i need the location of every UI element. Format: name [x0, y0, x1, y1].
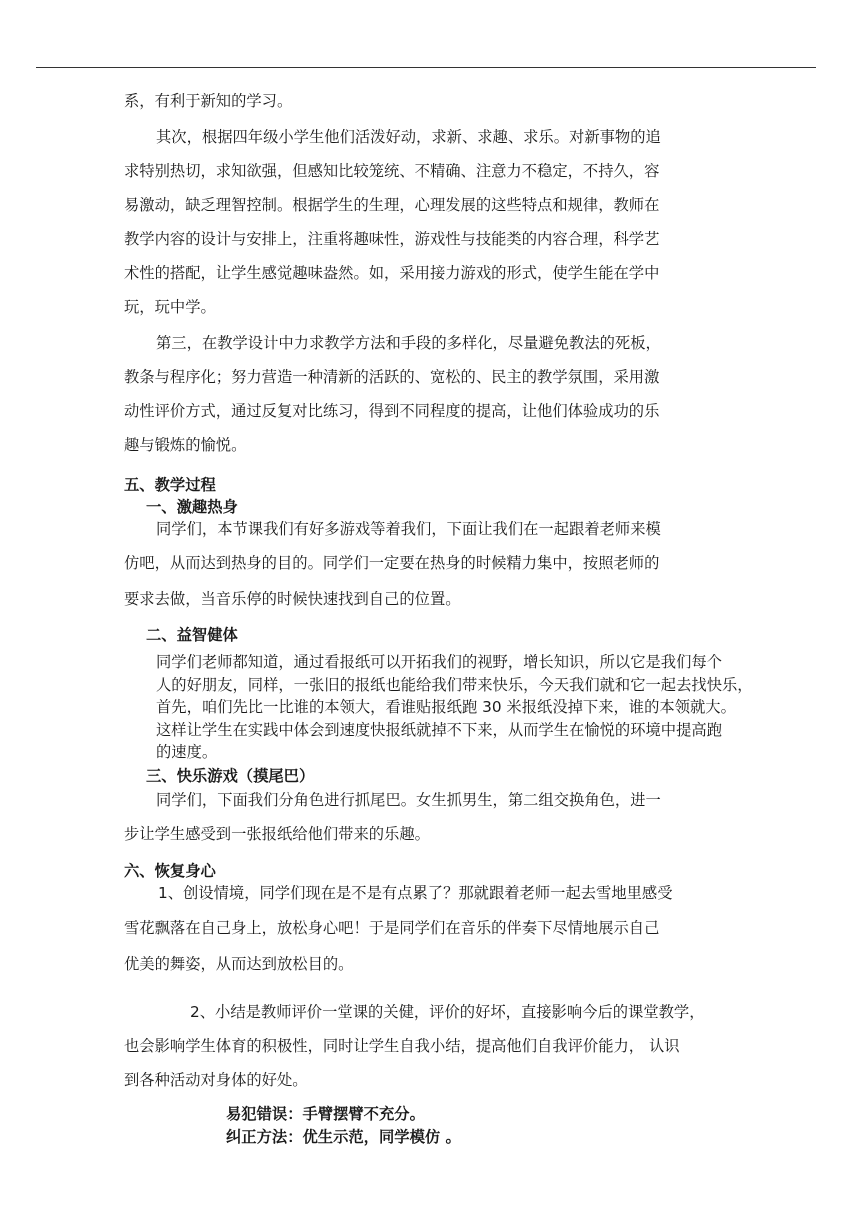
- paragraph-line: 玩，玩中学。: [124, 298, 216, 316]
- paragraph-line: 1、创设情境，同学们现在是不是有点累了？那就跟着老师一起去雪地里感受: [158, 884, 673, 902]
- correction-method-note: 纠正方法：优生示范，同学模仿 。: [226, 1128, 461, 1146]
- paragraph-line: 第三，在教学设计中力求教学方法和手段的多样化，尽量避免教法的死板，: [156, 334, 661, 352]
- paragraph-line: 其次，根据四年级小学生他们活泼好动，求新、求趣、求乐。对新事物的追: [156, 128, 661, 146]
- paragraph-line: 趣与锻炼的愉悦。: [124, 436, 247, 454]
- paragraph-line: 动性评价方式，通过反复对比练习，得到不同程度的提高，让他们体验成功的乐: [124, 402, 660, 420]
- paragraph-line: 到各种活动对身体的好处。: [124, 1071, 308, 1089]
- paragraph-line: 系，有利于新知的学习。: [124, 92, 293, 110]
- section-heading: 五、教学过程: [124, 476, 216, 494]
- paragraph-line: 首先，咱们先比一比谁的本领大，看谁贴报纸跑 30 米报纸没掉下来，谁的本领就大。: [156, 698, 736, 716]
- paragraph-line: 求特别热切，求知欲强，但感知比较笼统、不精确、注意力不稳定，不持久，容: [124, 162, 660, 180]
- paragraph-line: 同学们，下面我们分角色进行抓尾巴。女生抓男生，第二组交换角色，进一: [156, 791, 661, 809]
- header-rule: [36, 67, 816, 68]
- paragraph-line: 同学们，本节课我们有好多游戏等着我们，下面让我们在一起跟着老师来模: [156, 520, 661, 538]
- paragraph-line: 这样让学生在实践中体会到速度快报纸就掉不下来，从而学生在愉悦的环境中提高跑: [156, 721, 722, 739]
- paragraph-line: 人的好朋友，同样，一张旧的报纸也能给我们带来快乐，今天我们就和它一起去找快乐，: [156, 676, 753, 694]
- paragraph-line: 优美的舞姿，从而达到放松目的。: [124, 955, 354, 973]
- paragraph-line: 雪花飘落在自己身上，放松身心吧！于是同学们在音乐的伴奏下尽情地展示自己: [124, 919, 660, 937]
- paragraph-line: 同学们老师都知道，通过看报纸可以开拓我们的视野，增长知识，所以它是我们每个: [156, 653, 722, 671]
- paragraph-line: 要求去做，当音乐停的时候快速找到自己的位置。: [124, 590, 461, 608]
- subsection-heading: 三、快乐游戏（摸尾巴）: [146, 767, 315, 785]
- paragraph-line: 也会影响学生体育的积极性，同时让学生自我小结，提高他们自我评价能力， 认识: [124, 1037, 680, 1055]
- subsection-heading: 一、激趣热身: [146, 498, 238, 516]
- paragraph-line: 易激动，缺乏理智控制。根据学生的生理，心理发展的这些特点和规律，教师在: [124, 196, 660, 214]
- paragraph-line: 的速度。: [156, 743, 218, 761]
- common-errors-note: 易犯错误：手臂摆臂不充分。: [226, 1105, 425, 1123]
- paragraph-line: 教学内容的设计与安排上，注重将趣味性，游戏性与技能类的内容合理，科学艺: [124, 230, 660, 248]
- paragraph-line: 教条与程序化；努力营造一种清新的活跃的、宽松的、民主的教学氛围，采用激: [124, 368, 660, 386]
- paragraph-line: 术性的搭配，让学生感觉趣味盎然。如，采用接力游戏的形式，使学生能在学中: [124, 264, 660, 282]
- subsection-heading: 二、益智健体: [146, 626, 238, 644]
- paragraph-line: 2、小结是教师评价一堂课的关健，评价的好坏，直接影响今后的课堂教学，: [190, 1003, 705, 1021]
- paragraph-line: 仿吧，从而达到热身的目的。同学们一定要在热身的时候精力集中，按照老师的: [124, 554, 660, 572]
- section-heading: 六、恢复身心: [124, 862, 216, 880]
- paragraph-line: 步让学生感受到一张报纸给他们带来的乐趣。: [124, 825, 430, 843]
